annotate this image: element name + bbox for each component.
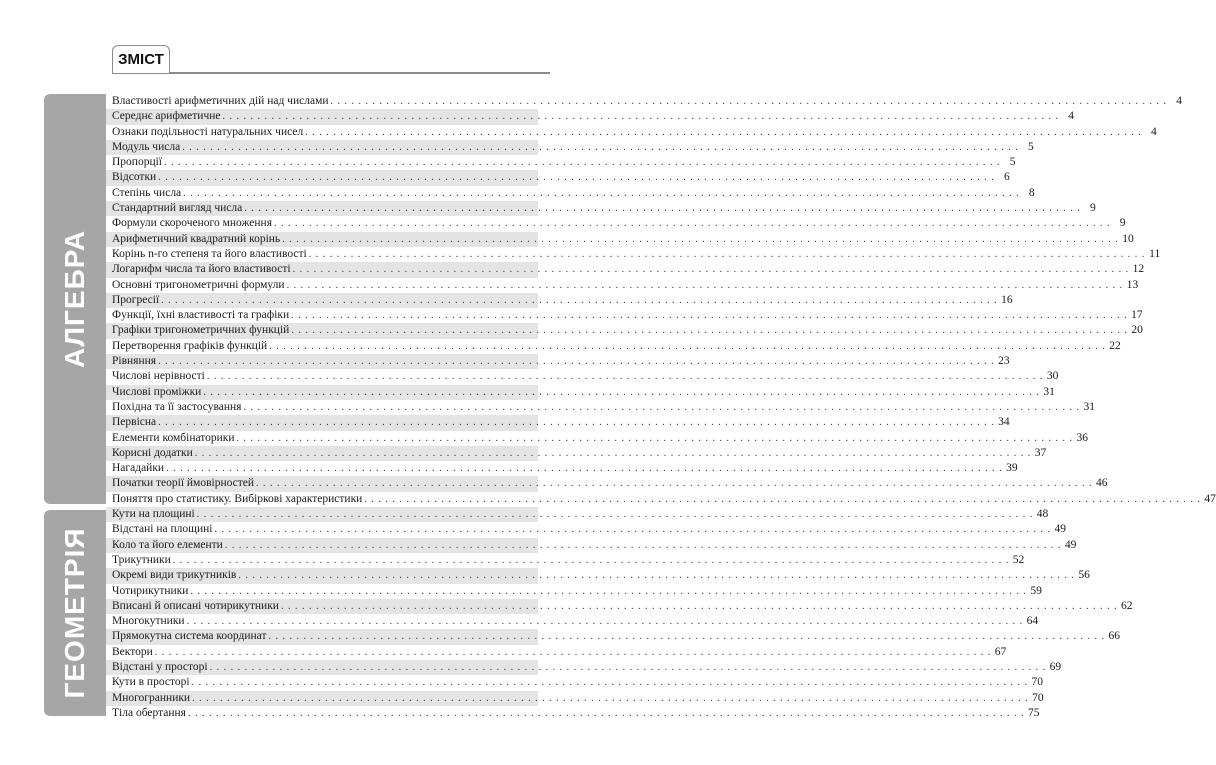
toc-entry-page: 16 (1001, 293, 1013, 306)
toc-entry-title: Відстані у просторі (112, 660, 208, 673)
toc-entry-page: 31 (1043, 385, 1055, 398)
toc-entry-page: 9 (1089, 202, 1096, 215)
toc-entry-page: 5 (1027, 140, 1034, 153)
toc-entry[interactable] (106, 262, 1145, 277)
toc-entry-title: Вписані й описані чотирикутники (112, 599, 279, 612)
toc-entry-page: 36 (1076, 431, 1089, 444)
toc-leader-dots: . . . . . . . . . . . . . . . . . . . . . . . . . . . . . . . . . . . . . . . . . . . . . . . . . . . . . . . . . . . . . . . . . . . . . . . . . . . . . . . . . . . . . . . . . . . . . . . . . . . . . . . . . . . . . . . . . . . . . . . . (243, 401, 1080, 413)
toc-leader-dots: . . . . . . . . . . . . . . . . . . . . . . . . . . . . . . . . . . . . . . . . . . . . . . . . . . . . . . . . . . . . . . . . . . . . . . . . . . . . . . . . . . . . . . . . . . . . . . . . . . . . . . . . . . . . . . . . . . . . . . . . (214, 524, 1051, 536)
toc-leader-dots: . . . . . . . . . . . . . . . . . . . . . . . . . . . . . . . . . . . . . . . . . . . . . . . . . . . . . . . . . . . . . . . . . . . . . . . . . . . . . . . . . . . . . . . . . . . . . . . . . . . . . . . . . . . . . . . . . . . . . . . . (286, 279, 1124, 291)
toc-leader-dots: . . . . . . . . . . . . . . . . . . . . . . . . . . . . . . . . . . . . . . . . . . . . . . . . . . . . . . . . . . . . . . . . . . . . . . . . . . . . . . . . . . . . . . . . . . . . . . . . . . . . . . . . . . . . . . . . . . . . . . . . (209, 661, 1047, 673)
toc-leader-dots: . . . . . . . . . . . . . . . . . . . . . . . . . . . . . . . . . . . . . . . . . . . . . . . . . . . . . . . . . . . . . . . . . . . . . . . . . . . . . . . . . . . . . . . . . . . . . . . . . . . . . . . . . . . . . . . . . . . . . . . . (203, 386, 1040, 398)
toc-entry-page: 39 (1006, 462, 1018, 475)
toc-entry-page: 64 (1026, 615, 1039, 628)
toc-leader-dots: . . . . . . . . . . . . . . . . . . . . . . . . . . . . . . . . . . . . . . . . . . . . . . . . . . . . . . . . . . . . . . . . . . . . . . . . . . . . . . . . . . . . . . . . . . . . . . . . . . . . . . . . . . . . . . . . . . . . . . . . (166, 463, 1003, 475)
toc-entry[interactable] (106, 629, 1120, 644)
toc-leader-dots: . . . . . . . . . . . . . . . . . . . . . . . . . . . . . . . . . . . . . . . . . . . . . . . . . . . . . . . . . . . . . . . . . . . . . . . . . . . . . . . . . . . . . . . . . . . . . . . . . . . . . . . . . . . . . . . . . . . . . . . . (190, 585, 1027, 597)
toc-leader-dots: . . . . . . . . . . . . . . . . . . . . . . . . . . . . . . . . . . . . . . . . . . . . . . . . . . . . . . . . . . . . . . . . . . . . . . . . . . . . . . . . . . . . . . . . . . . . . . . . . . . . . . . . . . . . . . . . . . . . . . . . (269, 340, 1106, 352)
toc-leader-dots: . . . . . . . . . . . . . . . . . . . . . . . . . . . . . . . . . . . . . . . . . . . . . . . . . . . . . . . . . . . . . . . . . . . . . . . . . . . . . . . . . . . . . . . . . . . . . . . . . . . . . . . . . . . . . . . . . . . . . . . . (282, 233, 1119, 245)
toc-leader-dots: . . . . . . . . . . . . . . . . . . . . . . . . . . . . . . . . . . . . . . . . . . . . . . . . . . . . . . . . . . . . . . . . . . . . . . . . . . . . . . . . . . . . . . . . . . . . . . . . . . . . . . . . . . . . . . . . . . . . . . . . (364, 493, 1201, 505)
toc-entry[interactable] (106, 232, 1134, 247)
toc-entry-title: Пропорції (112, 156, 163, 169)
toc-leader-dots: . . . . . . . . . . . . . . . . . . . . . . . . . . . . . . . . . . . . . . . . . . . . . . . . . . . . . . . . . . . . . . . . . . . . . . . . . . . . . . . . . . . . . . . . . . . . . . . . . . . . . . . . . . . . . . . . . . . . . . . . (192, 692, 1029, 704)
toc-entry-page: 4 (1068, 110, 1074, 123)
toc-entry[interactable] (106, 691, 1044, 706)
toc-leader-dots: . . . . . . . . . . . . . . . . . . . . . . . . . . . . . . . . . . . . . . . . . . . . . . . . . . . . . . . . . . . . . . . . . . . . . . . . . . . . . . . . . . . . . . . . . . . . . . . . . . . . . . . . . . . . . . . . . . . . . . . . (158, 356, 995, 368)
toc-entry-page: 34 (998, 416, 1010, 429)
toc-entry-title: Числові проміжки (112, 385, 202, 398)
toc-entry-title: Многокутники (112, 615, 185, 628)
toc-entry-title: Трикутники (112, 553, 171, 566)
toc-entry[interactable] (106, 186, 1035, 201)
toc-entry-page: 31 (1083, 400, 1095, 413)
toc-entry-page: 20 (1131, 324, 1143, 337)
toc-entry-title: Рівняння (112, 355, 157, 368)
toc-entry-title: Вектори (112, 645, 153, 658)
toc-entry-page: 59 (1030, 584, 1042, 597)
toc-leader-dots: . . . . . . . . . . . . . . . . . . . . . . . . . . . . . . . . . . . . . . . . . . . . . . . . . . . . . . . . . . . . . . . . . . . . . . . . . . . . . . . . . . . . . . . . . . . . . . . . . . . . . . . . . . . . . . . . . . . . . . . . (206, 371, 1044, 383)
toc-entry-title: Многогранники (112, 691, 191, 704)
toc-entry[interactable] (106, 308, 1143, 323)
toc-entry-title: Логарифм числа та його властивості (112, 263, 291, 276)
toc-entry[interactable] (106, 522, 1066, 537)
toc-entry[interactable] (106, 507, 1049, 522)
toc-entry-page: 67 (994, 645, 1007, 658)
toc-entry-page: 22 (1109, 339, 1121, 352)
toc-entry-title: Середнє арифметичне (112, 110, 221, 123)
toc-leader-dots: . . . . . . . . . . . . . . . . . . . . . . . . . . . . . . . . . . . . . . . . . . . . . . . . . . . . . . . . . . . . . . . . . . . . . . . . . . . . . . . . . . . . . . . . . . . . . . . . . . . . . . . . . . . . . . . . . . . . . . . . (292, 264, 1130, 276)
toc-leader-dots: . . . . . . . . . . . . . . . . . . . . . . . . . . . . . . . . . . . . . . . . . . . . . . . . . . . . . . . . . . . . . . . . . . . . . . . . . . . . . . . . . . . . . . . . . . . . . . . . . . . . . . . . . . . . . . . . . . . . . . . . (224, 539, 1062, 551)
toc-entry-page: 17 (1131, 309, 1143, 322)
toc-entry-page: 56 (1078, 569, 1090, 582)
toc-leader-dots: . . . . . . . . . . . . . . . . . . . . . . . . . . . . . . . . . . . . . . . . . . . . . . . . . . . . . . . . . . . . . . . . . . . . . . . . . . . . . . . . . . . . . . . . . . . . . . . . . . . . . . . . . . . . . . . . . . . . . . . . (194, 447, 1032, 459)
toc-leader-dots: . . . . . . . . . . . . . . . . . . . . . . . . . . . . . . . . . . . . . . . . . . . . . . . . . . . . . . . . . . . . . . . . . . . . . . . . . . . . . . . . . . . . . . . . . . . . . . . . . . . . . . . . . . . . . . . . . . . . . . . . (308, 248, 1146, 260)
toc-entry-page: 6 (1003, 171, 1010, 184)
toc-entry-page: 49 (1054, 523, 1066, 536)
toc-entry[interactable] (106, 538, 1077, 553)
toc-entry-title: Степінь числа (112, 186, 182, 199)
toc-entry-title: Корінь n-го степеня та його властивості (112, 247, 307, 260)
section-label-algebra: АЛГЕБРА (59, 229, 90, 369)
toc-entry-title: Формули скороченого множення (112, 217, 273, 230)
toc-leader-dots: . . . . . . . . . . . . . . . . . . . . . . . . . . . . . . . . . . . . . . . . . . . . . . . . . . . . . . . . . . . . . . . . . . . . . . . . . . . . . . . . . . . . . . . . . . . . . . . . . . . . . . . . . . . . . . . . . . . . . . . . (172, 554, 1010, 566)
toc-leader-dots: . . . . . . . . . . . . . . . . . . . . . . . . . . . . . . . . . . . . . . . . . . . . . . . . . . . . . . . . . . . . . . . . . . . . . . . . . . . . . . . . . . . . . . . . . . . . . . . . . . . . . . . . . . . . . . . . . . . . . . . . (222, 111, 1059, 123)
toc-leader-dots: . . . . . . . . . . . . . . . . . . . . . . . . . . . . . . . . . . . . . . . . . . . . . . . . . . . . . . . . . . . . . . . . . . . . . . . . . . . . . . . . . . . . . . . . . . . . . . . . . . . . . . . . . . . . . . . . . . . . . . . . (191, 677, 1029, 689)
toc-leader-dots: . . . . . . . . . . . . . . . . . . . . . . . . . . . . . . . . . . . . . . . . . . . . . . . . . . . . . . . . . . . . . . . . . . . . . . . . . . . . . . . . . . . . . . . . . . . . . . . . . . . . . . . . . . . . . . . . . . . . . . . . (182, 141, 1019, 153)
toc-leader-dots: . . . . . . . . . . . . . . . . . . . . . . . . . . . . . . . . . . . . . . . . . . . . . . . . . . . . . . . . . . . . . . . . . . . . . . . . . . . . . . . . . . . . . . . . . . . . . . . . . . . . . . . . . . . . . . . . . . . . . . . . (187, 707, 1025, 719)
toc-entry-page: 47 (1204, 492, 1216, 505)
toc-entry[interactable] (106, 675, 1044, 690)
toc-entry[interactable] (106, 431, 1089, 446)
toc-leader-dots: . . . . . . . . . . . . . . . . . . . . . . . . . . . . . . . . . . . . . . . . . . . . . . . . . . . . . . . . . . . . . . . . . . . . . . . . . . . . . . . . . . . . . . . . . . . . . . . . . . . . . . . . . . . . . . . . . . . . . . . . (164, 157, 1001, 169)
toc-entry[interactable] (106, 354, 1010, 369)
toc-entry[interactable] (106, 201, 1096, 216)
toc-entry-page: 46 (1096, 477, 1108, 490)
toc-entry-page: 69 (1049, 660, 1062, 673)
toc-entry-title: Елементи комбінаторики (112, 431, 235, 444)
toc-entry[interactable] (106, 140, 1034, 155)
toc-entry[interactable] (106, 400, 1095, 415)
toc-entry[interactable] (106, 568, 1090, 583)
toc-entry-page: 13 (1126, 278, 1139, 291)
toc-leader-dots: . . . . . . . . . . . . . . . . . . . . . . . . . . . . . . . . . . . . . . . . . . . . . . . . . . . . . . . . . . . . . . . . . . . . . . . . . . . . . . . . . . . . . . . . . . . . . . . . . . . . . . . . . . . . . . . . . . . . . . . . (238, 570, 1075, 582)
toc-leader-dots: . . . . . . . . . . . . . . . . . . . . . . . . . . . . . . . . . . . . . . . . . . . . . . . . . . . . . . . . . . . . . . . . . . . . . . . . . . . . . . . . . . . . . . . . . . . . . . . . . . . . . . . . . . . . . . . . . . . . . . . . (183, 187, 1020, 199)
toc-entry-page: 8 (1028, 186, 1035, 199)
toc-entry-page: 70 (1031, 676, 1044, 689)
toc-entry[interactable] (106, 109, 1074, 124)
toc-entry-title: Числові нерівності (112, 370, 205, 383)
toc-entry-page: 48 (1036, 508, 1049, 521)
toc-entry-title: Прямокутна система координат (112, 630, 267, 643)
toc-entry[interactable] (106, 476, 1108, 491)
toc-leader-dots: . . . . . . . . . . . . . . . . . . . . . . . . . . . . . . . . . . . . . . . . . . . . . . . . . . . . . . . . . . . . . . . . . . . . . . . . . . . . . . . . . . . . . . . . . . . . . . . . . . . . . . . . . . . . . . . . . . . . . . . . (256, 478, 1093, 490)
toc-entry-page: 70 (1032, 691, 1044, 704)
toc-leader-dots: . . . . . . . . . . . . . . . . . . . . . . . . . . . . . . . . . . . . . . . . . . . . . . . . . . . . . . . . . . . . . . . . . . . . . . . . . . . . . . . . . . . . . . . . . . . . . . . . . . . . . . . . . . . . . . . . . . . . . . . . (268, 631, 1105, 643)
toc-entry[interactable] (106, 415, 1010, 430)
toc-entry[interactable] (106, 553, 1025, 568)
toc-leader-dots: . . . . . . . . . . . . . . . . . . . . . . . . . . . . . . . . . . . . . . . . . . . . . . . . . . . . . . . . . . . . . . . . . . . . . . . . . . . . . . . . . . . . . . . . . . . . . . . . . . . . . . . . . . . . . . . . . . . . . . . . (291, 325, 1128, 337)
toc-entry-title: Основні тригонометричні формули (112, 278, 285, 291)
toc-entry-title: Графіки тригонометричних функцій (112, 324, 290, 337)
toc-entry-title: Кути на площині (112, 508, 195, 521)
toc-entry[interactable] (106, 492, 1216, 507)
toc-leader-dots: . . . . . . . . . . . . . . . . . . . . . . . . . . . . . . . . . . . . . . . . . . . . . . . . . . . . . . . . . . . . . . . . . . . . . . . . . . . . . . . . . . . . . . . . . . . . . . . . . . . . . . . . . . . . . . . . . . . . . . . . (161, 294, 998, 306)
toc-entry[interactable] (106, 125, 1157, 140)
toc-entry[interactable] (106, 584, 1042, 599)
toc-entry-title: Стандартний вигляд числа (112, 202, 243, 215)
toc-entry-page: 30 (1046, 370, 1059, 383)
toc-entry[interactable] (106, 339, 1121, 354)
toc-entry-title: Корисні додатки (112, 446, 193, 459)
toc-leader-dots: . . . . . . . . . . . . . . . . . . . . . . . . . . . . . . . . . . . . . . . . . . . . . . . . . . . . . . . . . . . . . . . . . . . . . . . . . . . . . . . . . . . . . . . . . . . . . . . . . . . . . . . . . . . . . . . . . . . . . . . . (186, 616, 1024, 628)
toc-leader-dots: . . . . . . . . . . . . . . . . . . . . . . . . . . . . . . . . . . . . . . . . . . . . . . . . . . . . . . . . . . . . . . . . . . . . . . . . . . . . . . . . . . . . . . . . . . . . . . . . . . . . . . . . . . . . . . . . . . . . . . . . (154, 646, 992, 658)
toc-entry-page: 66 (1108, 630, 1120, 643)
toc-entry-title: Початки теорії ймовірностей (112, 477, 255, 490)
toc-entry-title: Тіла обертання (112, 706, 186, 719)
toc-leader-dots: . . . . . . . . . . . . . . . . . . . . . . . . . . . . . . . . . . . . . . . . . . . . . . . . . . . . . . . . . . . . . . . . . . . . . . . . . . . . . . . . . . . . . . . . . . . . . . . . . . . . . . . . . . . . . . . . . . . . . . . . (305, 126, 1142, 138)
toc-entry-page: 10 (1122, 232, 1134, 245)
toc-entry-page: 75 (1027, 706, 1040, 719)
toc-entry[interactable] (106, 293, 1013, 308)
toc-leader-dots: . . . . . . . . . . . . . . . . . . . . . . . . . . . . . . . . . . . . . . . . . . . . . . . . . . . . . . . . . . . . . . . . . . . . . . . . . . . . . . . . . . . . . . . . . . . . . . . . . . . . . . . . . . . . . . . . . . . . . . . . (196, 509, 1034, 521)
toc-entry-title: Функції, їхні властивості та графіки (112, 309, 290, 322)
toc-entry[interactable] (106, 385, 1055, 400)
toc-entry[interactable] (106, 614, 1039, 629)
toc-entry-page: 5 (1009, 156, 1016, 169)
toc-entry-title: Арифметичний квадратний корінь (112, 232, 281, 245)
section-label-geometry: ГЕОМЕТРІЯ (59, 527, 90, 699)
toc-entry-page: 37 (1034, 446, 1047, 459)
toc-entry-title: Коло та його елементи (112, 538, 223, 551)
table-of-contents (106, 94, 1216, 721)
header-rule (112, 72, 550, 74)
toc-entry[interactable] (106, 323, 1143, 338)
toc-leader-dots: . . . . . . . . . . . . . . . . . . . . . . . . . . . . . . . . . . . . . . . . . . . . . . . . . . . . . . . . . . . . . . . . . . . . . . . . . . . . . . . . . . . . . . . . . . . . . . . . . . . . . . . . . . . . . . . . . . . . . . . . (280, 600, 1118, 612)
toc-entry-page: 23 (998, 355, 1010, 368)
toc-leader-dots: . . . . . . . . . . . . . . . . . . . . . . . . . . . . . . . . . . . . . . . . . . . . . . . . . . . . . . . . . . . . . . . . . . . . . . . . . . . . . . . . . . . . . . . . . . . . . . . . . . . . . . . . . . . . . . . . . . . . . . . . (236, 432, 1074, 444)
toc-entry[interactable] (106, 706, 1040, 721)
toc-entry[interactable] (106, 216, 1126, 231)
toc-entry-title: Окремі види трикутників (112, 569, 237, 582)
toc-entry[interactable] (106, 446, 1047, 461)
toc-entry-page: 62 (1120, 599, 1133, 612)
toc-entry[interactable] (106, 461, 1018, 476)
toc-entry-title: Відсотки (112, 171, 157, 184)
toc-leader-dots: . . . . . . . . . . . . . . . . . . . . . . . . . . . . . . . . . . . . . . . . . . . . . . . . . . . . . . . . . . . . . . . . . . . . . . . . . . . . . . . . . . . . . . . . . . . . . . . . . . . . . . . . . . . . . . . . . . . . . . . . (158, 172, 995, 184)
toc-entry-title: Ознаки подільності натуральних чисел (112, 125, 304, 138)
toc-entry-title: Модуль числа (112, 140, 181, 153)
toc-entry-title: Властивості арифметичних дій над числами (112, 95, 329, 107)
toc-entry-page: 9 (1119, 217, 1126, 230)
toc-entry-title: Чотирикутники (112, 584, 189, 597)
toc-entry-title: Первісна (112, 416, 157, 429)
toc-entry-title: Перетворення графіків функцій (112, 339, 268, 352)
toc-leader-dots: . . . . . . . . . . . . . . . . . . . . . . . . . . . . . . . . . . . . . . . . . . . . . . . . . . . . . . . . . . . . . . . . . . . . . . . . . . . . . . . . . . . . . . . . . . . . . . . . . . . . . . . . . . . . . . . . . . . . . . . . (291, 310, 1128, 322)
toc-entry-page: 12 (1132, 263, 1145, 276)
toc-entry[interactable] (106, 660, 1062, 675)
toc-entry[interactable] (106, 369, 1059, 384)
toc-entry[interactable] (106, 94, 1183, 109)
toc-leader-dots: . . . . . . . . . . . . . . . . . . . . . . . . . . . . . . . . . . . . . . . . . . . . . . . . . . . . . . . . . . . . . . . . . . . . . . . . . . . . . . . . . . . . . . . . . . . . . . . . . . . . . . . . . . . . . . . . . . . . . . . . (330, 96, 1168, 107)
toc-entry-title: Поняття про статистику. Вибіркові характеристики (112, 492, 363, 505)
toc-entry-page: 11 (1149, 247, 1161, 260)
toc-leader-dots: . . . . . . . . . . . . . . . . . . . . . . . . . . . . . . . . . . . . . . . . . . . . . . . . . . . . . . . . . . . . . . . . . . . . . . . . . . . . . . . . . . . . . . . . . . . . . . . . . . . . . . . . . . . . . . . . . . . . . . . . (274, 218, 1111, 230)
toc-entry-title: Похідна та її застосування (112, 400, 242, 413)
toc-entry[interactable] (106, 247, 1161, 262)
section-tab-algebra (44, 94, 106, 504)
toc-entry[interactable] (106, 645, 1007, 660)
toc-entry[interactable] (106, 170, 1010, 185)
page-title: ЗМІСТ (112, 45, 170, 73)
section-tab-geometry (44, 510, 106, 716)
toc-leader-dots: . . . . . . . . . . . . . . . . . . . . . . . . . . . . . . . . . . . . . . . . . . . . . . . . . . . . . . . . . . . . . . . . . . . . . . . . . . . . . . . . . . . . . . . . . . . . . . . . . . . . . . . . . . . . . . . . . . . . . . . . (244, 203, 1081, 215)
toc-entry-title: Нагадайки (112, 462, 165, 475)
toc-entry[interactable] (106, 155, 1016, 170)
toc-entry-page: 4 (1150, 125, 1157, 138)
toc-entry-page: 4 (1176, 95, 1183, 107)
toc-entry-page: 49 (1064, 538, 1077, 551)
toc-entry[interactable] (106, 599, 1133, 614)
toc-leader-dots: . . . . . . . . . . . . . . . . . . . . . . . . . . . . . . . . . . . . . . . . . . . . . . . . . . . . . . . . . . . . . . . . . . . . . . . . . . . . . . . . . . . . . . . . . . . . . . . . . . . . . . . . . . . . . . . . . . . . . . . . (158, 417, 995, 429)
toc-entry-title: Прогресії (112, 293, 160, 306)
toc-entry-title: Відстані на площині (112, 523, 213, 536)
toc-entry-page: 52 (1012, 553, 1025, 566)
toc-entry[interactable] (106, 278, 1139, 293)
toc-entry-title: Кути в просторі (112, 676, 190, 689)
